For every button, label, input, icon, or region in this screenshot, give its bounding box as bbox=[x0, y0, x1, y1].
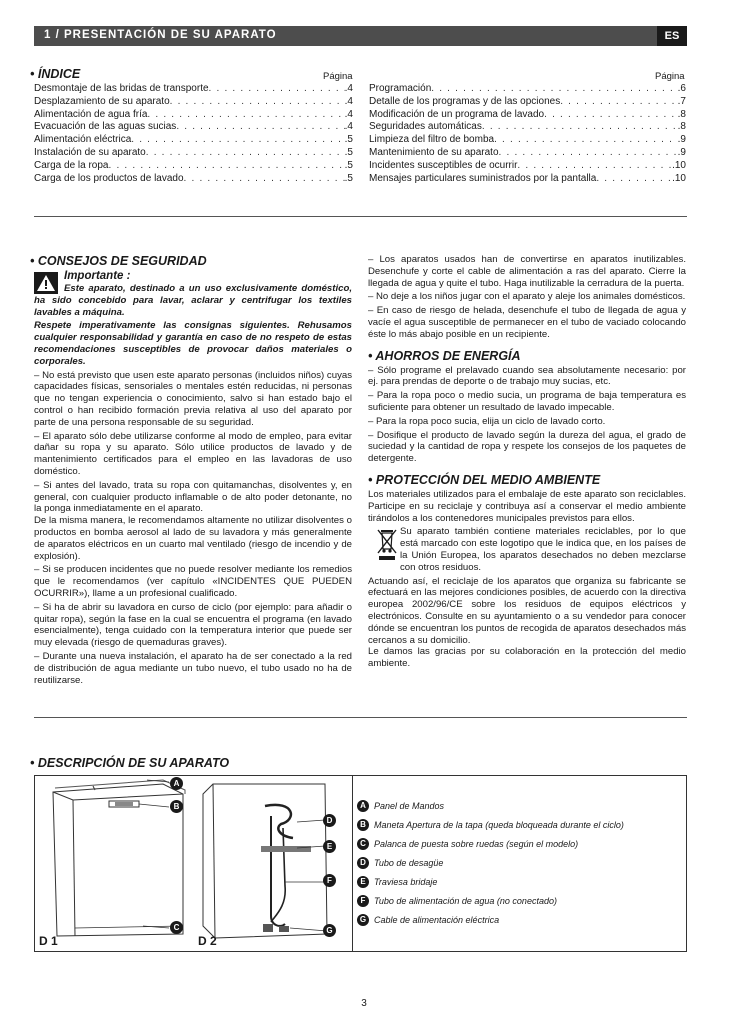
safety-paragraph: – Durante una nueva instalación, el aparato ha de ser conectado a la red de distribución de agua mediante un tubo nuevo, el tubo usado no ha de reutilizarse. bbox=[34, 650, 352, 686]
header-title: 1 / PRESENTACIÓN DE SU APARATO bbox=[44, 29, 277, 41]
legend-item: C Palanca de puesta sobre ruedas (según el modelo) bbox=[357, 834, 682, 853]
toc-entry[interactable]: Programación . . . .6 bbox=[369, 83, 686, 96]
energy-paragraph: – Para la ropa poco o medio sucia, un programa de baja temperatura es suficiente para obtener un resultado de lavado impecable. bbox=[368, 390, 686, 413]
legend-item: B Maneta Apertura de la tapa (queda bloqueada durante el ciclo) bbox=[357, 815, 682, 834]
washing-machine-drawing bbox=[35, 776, 352, 951]
appliance-figure bbox=[34, 775, 353, 952]
energy-paragraph: – Sólo programe el prelavado cuando sea absolutamente necesario: por ej. para prendas de deporte o de trabajo muy sucias, etc. bbox=[368, 364, 686, 388]
energy-paragraph: – Para la ropa poco sucia, elija un ciclo de lavado corto. bbox=[368, 415, 606, 427]
toc-entry[interactable]: Limpieza del filtro de bomba . . . .9 bbox=[369, 134, 686, 147]
environment-paragraph: Su aparato también contiene materiales reciclables, por lo que está marcado con este logotipo que le indica que, en los países de la Unión Europea, los aparatos desechados no deben mezclarse con otros residuos. bbox=[400, 526, 686, 573]
energy-paragraph: – Dosifique el producto de lavado según la dureza del agua, el grado de suciedad y la cantidad de ropa y respete los consejos de los paquetes de detergente. bbox=[368, 429, 686, 465]
toc-entry[interactable]: Alimentación eléctrica . . . .5 bbox=[34, 134, 353, 147]
legend-box bbox=[351, 775, 687, 952]
index-left-list bbox=[34, 83, 353, 185]
callout-c: C bbox=[170, 921, 183, 934]
environment-title: • PROTECCIÓN DEL MEDIO AMBIENTE bbox=[368, 472, 601, 487]
safety-paragraph: De la misma manera, le recomendamos altamente no utilizar disolventes o productos en bomba aerosol al lado de su lavadora y más generalmente de aparatos eléctricos en un cuarto mal ventilado (riesgo de incendio y de explosión). bbox=[34, 515, 352, 562]
safety-paragraph: – En caso de riesgo de helada, desenchufe el tubo de llegada de agua y vacíe el agua susceptible de permanecer en el tubo de vaciado colocando éste lo más abajo posible en un recipiente. bbox=[368, 305, 686, 340]
toc-entry[interactable]: Incidentes susceptibles de ocurrir . . . .10 bbox=[369, 160, 686, 173]
warning-icon bbox=[34, 272, 58, 294]
safety-paragraph: – Los aparatos usados han de convertirse en aparatos inutilizables. Desenchufe y corte el cable de alimentación a ras del aparato. Cierre la llegada de agua y quite el tubo. Haga inutilizable la cerradura de la puerta. bbox=[368, 254, 686, 289]
legend-item: E Traviesa bridaje bbox=[357, 872, 682, 891]
index-page-label-right: Página bbox=[655, 71, 685, 82]
safety-paragraph: – Si antes del lavado, trata su ropa con quitamanchas, disolventes y, en general, con cualquier producto inflamable o de alto poder detonante, no la ponga inmediatamente en el aparato. bbox=[34, 479, 352, 515]
toc-entry[interactable]: Carga de la ropa . . . .5 bbox=[34, 160, 353, 173]
index-right-list bbox=[369, 83, 686, 185]
legend-list bbox=[357, 796, 682, 929]
index-page-label-left: Página bbox=[323, 71, 353, 82]
weee-bin-icon bbox=[376, 527, 398, 561]
safety-paragraph: – No deje a los niños jugar con el aparato y aleje los animales domésticos. bbox=[368, 291, 686, 303]
toc-entry[interactable]: Mensajes particulares suministrados por la pantalla . . . .10 bbox=[369, 173, 686, 186]
divider bbox=[34, 216, 687, 217]
important-label: Importante : bbox=[64, 270, 131, 282]
toc-entry[interactable]: Modificación de un programa de lavado . . . .8 bbox=[369, 109, 686, 122]
legend-item: D Tubo de desagüe bbox=[357, 853, 682, 872]
safety-paragraph: – Si se producen incidentes que no puede resolver mediante los remedios que le recomendamos (ver capítulo «INCIDENTES QUE PUEDEN OCURRIR»), llame a un profesional cualificado. bbox=[34, 564, 352, 599]
important-text: Este aparato, destinado a un uso exclusivamente doméstico, ha sido concebido para lavar, aclarar y centrifugar los textiles lavables a máquina. bbox=[34, 283, 352, 318]
view-label-d2: D 2 bbox=[198, 934, 217, 948]
page-number: 3 bbox=[361, 998, 367, 1009]
toc-entry[interactable]: Carga de los productos de lavado . . . .5 bbox=[34, 173, 353, 186]
environment-paragraph: Le damos las gracias por su colaboración en la protección del medio ambiente. bbox=[368, 646, 686, 670]
safety-paragraph: – El aparato sólo debe utilizarse conforme al modo de empleo, para evitar dañar su ropa y su aparato. Sólo utilice productos de lavado y de mantenimiento certificados para el empleo en las lavadoras de uso doméstico. bbox=[34, 430, 352, 477]
description-title: • DESCRIPCIÓN DE SU APARATO bbox=[30, 756, 230, 770]
callout-a: A bbox=[170, 777, 183, 790]
environment-paragraph: Actuando así, el reciclaje de los aparatos que organiza su fabricante se efectuará en las mejores condiciones posibles, de acuerdo con la directiva europea 2002/96/CE sobre los residuos de equipos eléctricos y electrónicos. Consulte en su ayuntamiento o a su vendedor para conocer dónde se encuentran los puntos de recogida de aparatos desechados más cercanos a su domicilio. bbox=[368, 575, 686, 646]
view-label-d1: D 1 bbox=[39, 934, 58, 948]
safety-right-column bbox=[368, 254, 686, 672]
legend-item: F Tubo de alimentación de agua (no conectado) bbox=[357, 891, 682, 910]
legend-item: A Panel de Mandos bbox=[357, 796, 682, 815]
safety-paragraph: – Si ha de abrir su lavadora en curso de ciclo (por ejemplo: para añadir o quitar ropa), según la fase en la cual se encuentra el programa (en lavado esencialmente), tenga cuidado con la temperatura interior que puede ser muy elevada (riesgo de quemaduras graves). bbox=[34, 601, 352, 649]
callout-d: D bbox=[323, 814, 336, 827]
toc-entry[interactable]: Instalación de su aparato . . . .5 bbox=[34, 147, 353, 160]
callout-b: B bbox=[170, 800, 183, 813]
callout-f: F bbox=[323, 874, 336, 887]
environment-paragraph: Los materiales utilizados para el embalaje de este aparato son reciclables. Participe en su reciclaje y contribuya así a conservar el medio ambiente tirándolos a los contenedores municipales previstos para ellos. bbox=[368, 488, 686, 524]
language-badge: ES bbox=[657, 26, 687, 46]
page-header bbox=[34, 26, 687, 46]
safety-title: • CONSEJOS DE SEGURIDAD bbox=[30, 254, 207, 268]
toc-entry[interactable]: Seguridades automáticas . . . .8 bbox=[369, 121, 686, 134]
legend-item: G Cable de alimentación eléctrica bbox=[357, 910, 682, 929]
callout-e: E bbox=[323, 840, 336, 853]
toc-entry[interactable]: Detalle de los programas y de las opciones . . . .7 bbox=[369, 96, 686, 109]
safety-paragraph: – No está previsto que usen este aparato personas (incluidos niños) cuyas capacidades físicas, sensoriales o mentales estén reducidas, ni personas que no tengan experiencia o conocimiento, salvo si han estado bajo el control o han recibido formación previa relativa al uso del aparato por parte de una persona responsable de su seguridad. bbox=[34, 369, 352, 428]
toc-entry[interactable]: Evacuación de las aguas sucias . . . .4 bbox=[34, 121, 353, 134]
divider bbox=[34, 717, 687, 718]
callout-g: G bbox=[323, 924, 336, 937]
toc-entry[interactable]: Alimentación de agua fría . . . .4 bbox=[34, 109, 353, 122]
toc-entry[interactable]: Desmontaje de las bridas de transporte . . . .4 bbox=[34, 83, 353, 96]
respect-text: Respete imperativamente las consignas siguientes. Rehusamos cualquier responsabilidad y garantía en caso de no respeto de estas recomendaciones susceptibles de provocar daños materiales o corporales. bbox=[34, 320, 352, 367]
toc-entry[interactable]: Mantenimiento de su aparato . . . .9 bbox=[369, 147, 686, 160]
safety-left-column bbox=[34, 270, 352, 688]
index-title: • ÍNDICE bbox=[30, 67, 81, 81]
energy-title: • AHORROS DE ENERGÍA bbox=[368, 348, 521, 363]
toc-entry[interactable]: Desplazamiento de su aparato . . . .4 bbox=[34, 96, 353, 109]
